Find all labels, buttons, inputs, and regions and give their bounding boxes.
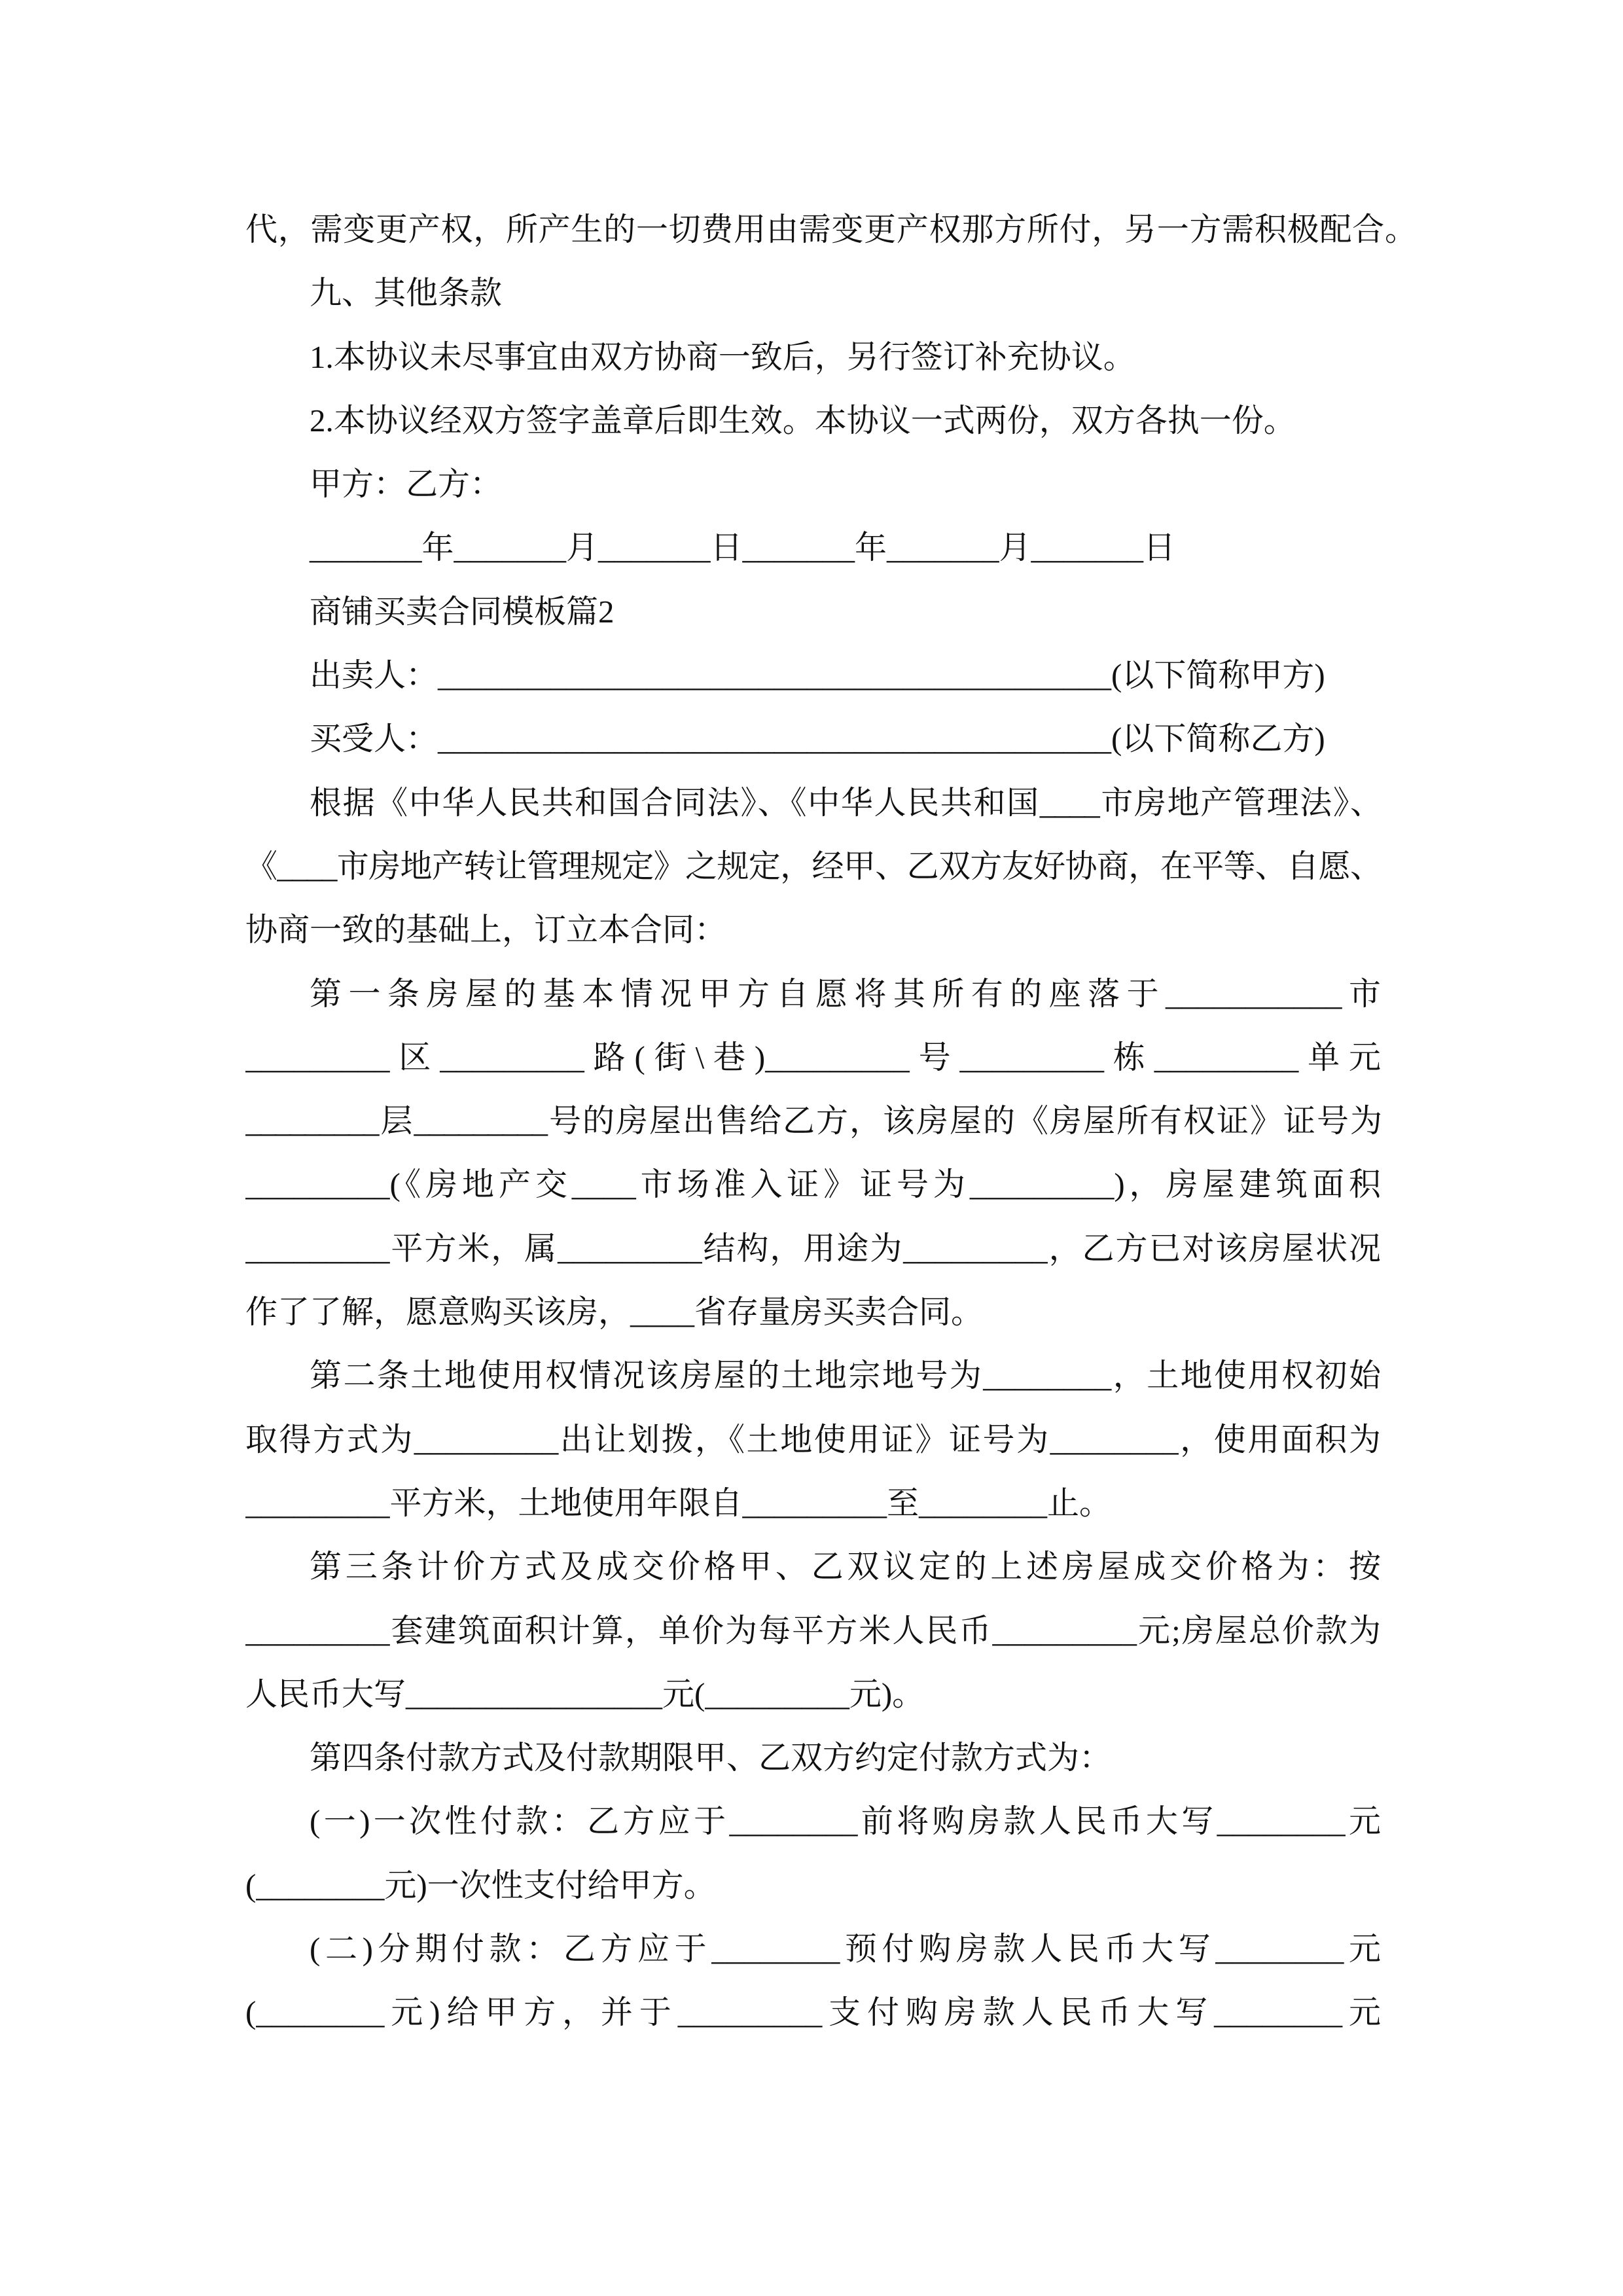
article-2-line: _________平方米，土地使用年限自_________至________止。 — [245, 1484, 1112, 1521]
article-3-line: 人民币大写________________元(_________元)。 — [245, 1676, 925, 1712]
article-1-line: 作了了解，愿意购买该房，____省存量房买卖合同。 — [245, 1294, 984, 1331]
preamble — [245, 771, 1417, 962]
signature-parties: 甲方：乙方： — [310, 466, 503, 503]
installments-line: (________元)给甲方，并于_________支付购房款人民币大写________元 — [245, 1994, 1381, 2031]
article-1-line: _________区_________路(街\巷)_________号_________栋_________单元 — [245, 1039, 1381, 1075]
article-4 — [245, 1726, 1417, 2044]
article-1-line: _________层_________号的房屋出售给乙方，该房屋的《房屋所有权证》证号为 — [245, 1103, 1381, 1139]
lump-sum-line: (一)一次性付款：乙方应于________前将购房款人民币大写________元 — [310, 1803, 1381, 1840]
section-item: 2.本协议经双方签字盖章后即生效。本协议一式两份，双方各执一份。 — [310, 402, 1296, 439]
article-3 — [245, 1535, 1417, 1726]
signature-block — [245, 452, 1417, 580]
section-heading: 九、其他条款 — [310, 275, 503, 312]
lump-sum-line: (________元)一次性支付给甲方。 — [245, 1867, 716, 1903]
article-2 — [245, 1344, 1417, 1535]
article-4-intro: 第四条付款方式及付款期限甲、乙双方约定付款方式为： — [310, 1740, 1112, 1776]
article-1-line: 第一条房屋的基本情况甲方自愿将其所有的座落于___________市 — [310, 975, 1381, 1012]
article-2-line: 第二条土地使用权情况该房屋的土地宗地号为________，土地使用权初始 — [310, 1357, 1381, 1394]
article-3-line: 第三条计价方式及成交价格甲、乙双议定的上述房屋成交价格为：按 — [310, 1549, 1381, 1585]
preamble-line: 《____市房地产转让管理规定》之规定，经甲、乙双方友好协商，在平等、自愿、 — [245, 848, 1381, 884]
section-9 — [245, 261, 1417, 452]
article-1-line: _________平方米，属_________结构，用途为_________，乙方已对该房屋状况 — [245, 1230, 1381, 1266]
article-3-line: _________套建筑面积计算，单价为每平方米人民币_________元;房屋总价款为 — [245, 1612, 1381, 1649]
preamble-line: 协商一致的基础上，订立本合同： — [245, 912, 727, 948]
preamble-line: 根据《中华人民共和国合同法》、《中华人民共和国____市房地产管理法》、 — [310, 784, 1381, 821]
article-1-line: _________(《房地产交____市场准入证》证号为_________)，房屋建筑面积 — [245, 1166, 1381, 1203]
previous-clause-tail: 代，需变更产权，所产生的一切费用由需变更产权那方所付，另一方需积极配合。 — [245, 211, 1417, 247]
previous-clause — [245, 198, 1417, 261]
seller-line: 出卖人：__________________________________________(以下简称甲方) — [310, 657, 1325, 694]
buyer-line: 买受人：__________________________________________(以下简称乙方) — [310, 721, 1325, 757]
contract-template-2 — [245, 580, 1417, 2045]
signature-dates: _______年_______月_______日_______年_______月_______日 — [310, 529, 1176, 566]
section-item: 1.本协议未尽事宜由双方协商一致后，另行签订补充协议。 — [310, 338, 1135, 375]
article-1 — [245, 962, 1417, 1344]
document-body — [245, 198, 1417, 2045]
template-title: 商铺买卖合同模板篇2 — [310, 593, 615, 630]
article-2-line: 取得方式为_________出让划拨，《土地使用证》证号为________，使用面积为 — [245, 1421, 1381, 1458]
installments-line: (二)分期付款：乙方应于________预付购房款人民币大写________元 — [310, 1931, 1381, 1967]
